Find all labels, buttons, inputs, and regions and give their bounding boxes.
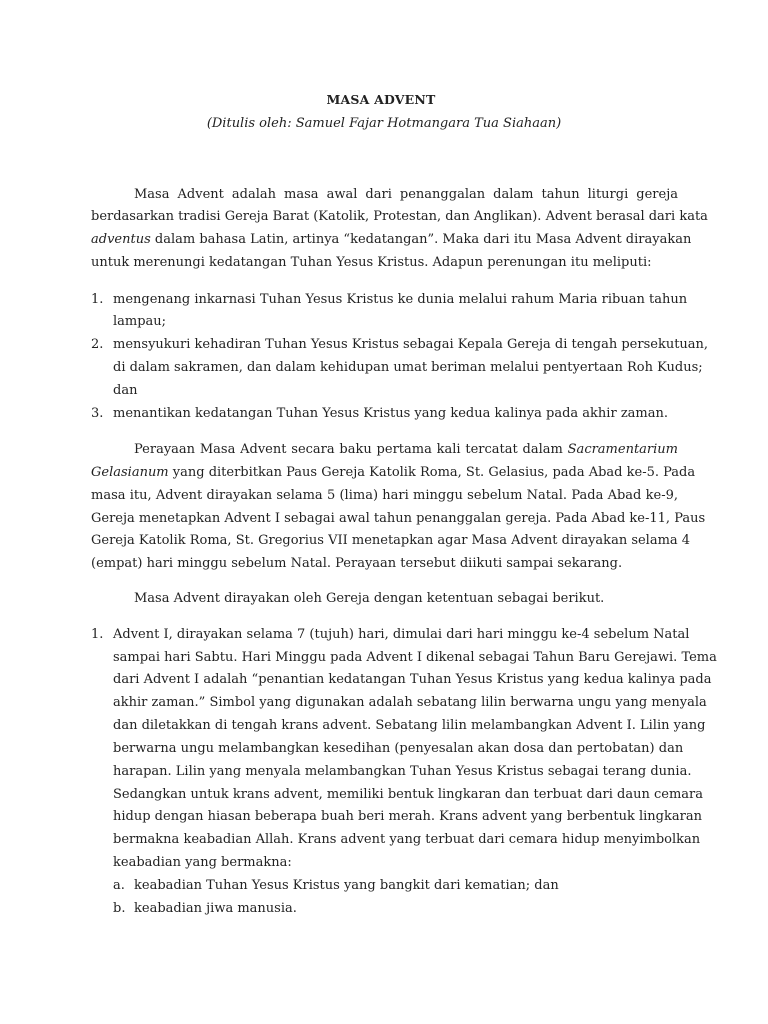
list-2-line-5: dan diletakkan di tengah krans advent. Sebatang lilin melambangkan Advent I. Lilin yang [113,718,706,733]
paragraph-1-line-2: berdasarkan tradisi Gereja Barat (Katolik, Protestan, dan Anglikan). Advent berasal dari kata [91,209,708,224]
list-1-number: 1. [91,292,104,307]
list-1-item-3-line-1: menantikan kedatangan Tuhan Yesus Kristus yang kedua kalinya pada akhir zaman. [113,406,668,421]
list-2-line-8: Sedangkan untuk krans advent, memiliki bentuk lingkaran dan terbuat dari daun cemara [113,787,703,802]
list-2-line-4: akhir zaman.” Simbol yang digunakan adalah sebatang lilin berwarna ungu yang menyala [113,695,707,710]
list-2-line-11: keabadian yang bermakna: [113,855,292,870]
list-1-number: 2. [91,337,104,352]
document-subtitle: (Ditulis oleh: Samuel Fajar Hotmangara Tua Siahaan) [206,116,562,131]
paragraph-2-line-2-text: yang diterbitkan Paus Gereja Katolik Roma, St. Gelasius, pada Abad ke-5. Pada [168,465,696,480]
list-1-item-2-line-3: dan [113,383,138,398]
list-2-number: 1. [91,627,104,642]
sub-item-letter: a. [113,878,125,893]
list-1-item-2-line-1: mensyukuri kehadiran Tuhan Yesus Kristus sebagai Kepala Gereja di tengah persekutuan, [113,337,709,352]
list-1-item-2-line-2: di dalam sakramen, dan dalam kehidupan umat beriman melalui pentyertaan Roh Kudus; [113,360,703,375]
sub-item-b-text: keabadian jiwa manusia. [134,901,297,916]
paragraph-2-line-6: (empat) hari minggu sebelum Natal. Perayaan tersebut diikuti sampai sekarang. [91,556,623,571]
paragraph-3: Masa Advent dirayakan oleh Gereja dengan ketentuan sebagai berikut. [134,591,605,606]
latin-term: Gelasianum [91,465,169,480]
list-2-line-10: bermakna keabadian Allah. Krans advent yang terbuat dari cemara hidup menyimbolkan [113,832,701,847]
paragraph-1-line-4: untuk merenungi kedatangan Tuhan Yesus Kristus. Adapun perenungan itu meliputi: [91,255,652,270]
list-2-line-3: dari Advent I adalah “penantian kedatangan Tuhan Yesus Kristus yang kedua kalinya pada [113,672,712,687]
latin-term: Sacramentarium [567,442,678,457]
list-1-item-1-line-1: mengenang inkarnasi Tuhan Yesus Kristus ke dunia melalui rahum Maria ribuan tahun [113,292,688,307]
paragraph-2-line-2 [91,464,696,482]
list-2-line-1: Advent I, dirayakan selama 7 (tujuh) hari, dimulai dari hari minggu ke-4 sebelum Natal [113,627,690,642]
sub-item-a-text: keabadian Tuhan Yesus Kristus yang bangkit dari kematian; dan [134,878,559,893]
paragraph-1-line-1: Masa Advent adalah masa awal dari penanggalan dalam tahun liturgi gereja [134,187,678,202]
paragraph-2-line-3: masa itu, Advent dirayakan selama 5 (lima) hari minggu sebelum Natal. Pada Abad ke-9, [91,488,678,503]
list-2-line-2: sampai hari Sabtu. Hari Minggu pada Advent I dikenal sebagai Tahun Baru Gerejawi. Tema [113,650,717,665]
paragraph-2-line-1-text: Perayaan Masa Advent secara baku pertama kali tercatat dalam [134,442,568,457]
document-title: MASA ADVENT [326,92,436,107]
sub-item-letter: b. [113,901,126,916]
paragraph-2-line-5: Gereja Katolik Roma, St. Gregorius VII menetapkan agar Masa Advent dirayakan selama 4 [91,533,691,548]
paragraph-1-line-3-text: dalam bahasa Latin, artinya “kedatangan”. Maka dari itu Masa Advent dirayakan [150,232,692,247]
list-1-item-1-line-2: lampau; [113,314,167,329]
list-2-line-6: berwarna ungu melambangkan kesedihan (penyesalan akan dosa dan pertobatan) dan [113,741,684,756]
paragraph-1-line-3 [91,231,692,249]
paragraph-2-line-4: Gereja menetapkan Advent I sebagai awal tahun penanggalan gereja. Pada Abad ke-11, Paus [91,511,706,526]
list-1-number: 3. [91,406,104,421]
list-2-line-7: harapan. Lilin yang menyala melambangkan Tuhan Yesus Kristus sebagai terang dunia. [113,764,692,779]
list-2-line-9: hidup dengan hiasan beberapa buah beri merah. Krans advent yang berbentuk lingkaran [113,809,702,824]
latin-term: adventus [91,232,151,247]
paragraph-2-line-1 [134,441,678,459]
